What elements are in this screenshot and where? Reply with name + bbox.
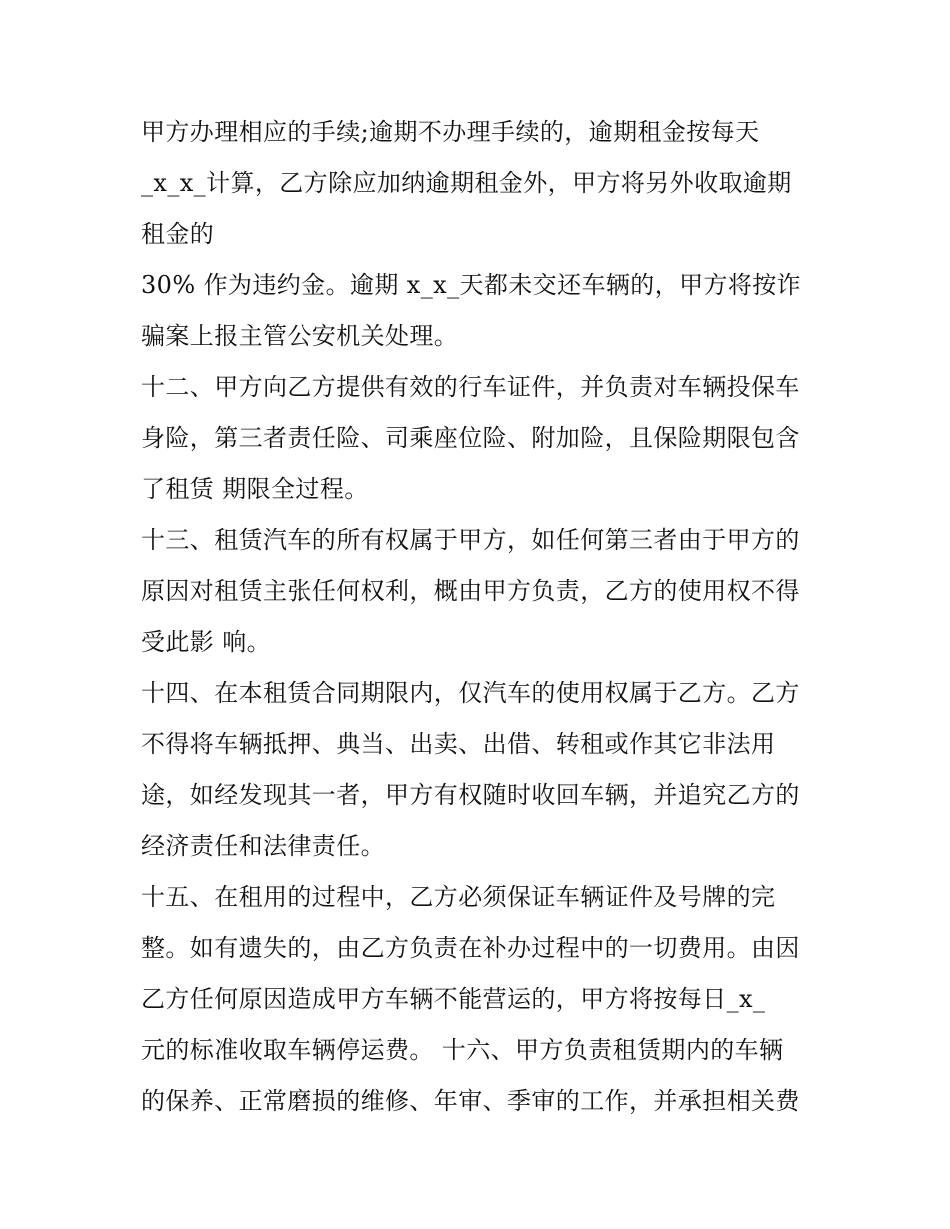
text-line: 整。如有遗失的，由乙方负责在补办过程中的一切费用。由因 [141, 934, 800, 962]
text-line: 甲方办理相应的手续;逾期不办理手续的，逾期租金按每天 [141, 118, 760, 146]
text-line: 了租赁 期限全过程。 [141, 475, 369, 503]
text-line: 骗案上报主管公安机关处理。 [141, 322, 459, 350]
text-line: 元的标准收取车辆停运费。 十六、甲方负责租赁期内的车辆 [141, 1036, 784, 1064]
text-line: 租金的 [141, 220, 215, 248]
text-line: 十五、在租用的过程中，乙方必须保证车辆证件及号牌的完 [141, 883, 776, 911]
text-line: 30% 作为违约金。逾期 x_x_天都未交还车辆的，甲方将按诈 [141, 271, 802, 299]
text-line: 乙方任何原因造成甲方车辆不能营运的，甲方将按每日_x_ [141, 985, 766, 1013]
text-line: 身险，第三者责任险、司乘座位险、附加险，且保险期限包含 [141, 424, 800, 452]
text-line: 的保养、正常磨损的维修、年审、季审的工作，并承担相关费 [141, 1087, 800, 1115]
text-line: 途，如经发现其一者，甲方有权随时收回车辆，并追究乙方的 [141, 781, 800, 809]
text-line: 经济责任和法律责任。 [141, 832, 385, 860]
text-line: 不得将车辆抵押、典当、出卖、出借、转租或作其它非法用 [141, 730, 776, 758]
text-line: 十二、甲方向乙方提供有效的行车证件，并负责对车辆投保车 [141, 373, 800, 401]
text-line: _x_x_计算，乙方除应加纳逾期租金外，甲方将另外收取逾期 [141, 169, 792, 197]
contract-text [141, 107, 831, 1127]
text-line: 受此影 响。 [141, 628, 272, 656]
text-line: 十四、在本租赁合同期限内，仅汽车的使用权属于乙方。乙方 [141, 679, 800, 707]
text-line: 十三、租赁汽车的所有权属于甲方，如任何第三者由于甲方的 [141, 526, 800, 554]
text-line: 原因对租赁主张任何权利，概由甲方负责，乙方的使用权不得 [141, 577, 800, 605]
